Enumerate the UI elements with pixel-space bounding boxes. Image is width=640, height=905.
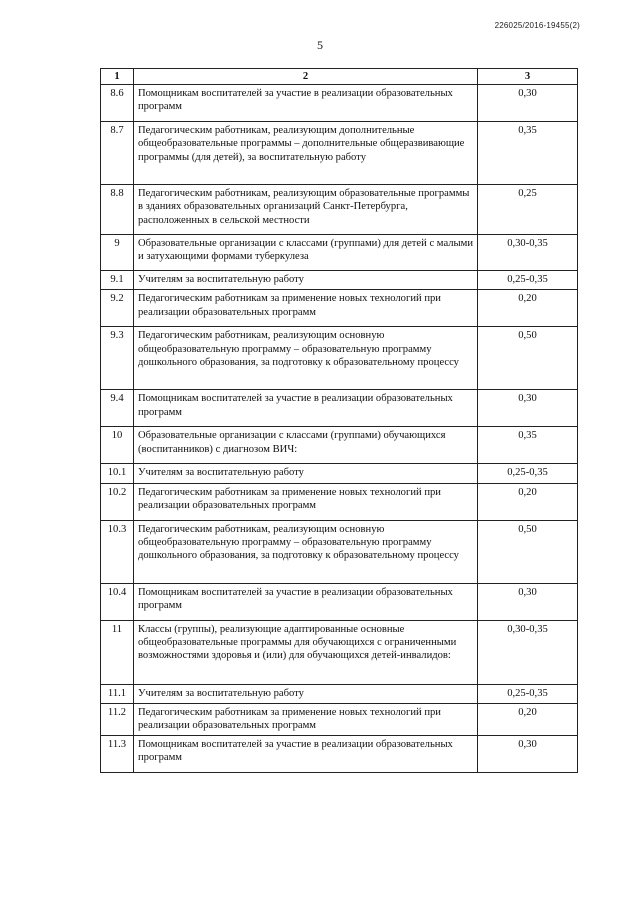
row-number: 9.4	[101, 390, 134, 427]
row-description: Педагогическим работникам, реализующим дополнительные общеобразовательные программы – дополнительные общеразвивающие программы (для детей), за воспитательную работу	[134, 122, 478, 185]
table-header-row	[101, 69, 578, 85]
row-coefficient: 0,50	[478, 520, 578, 583]
table-row	[101, 85, 578, 122]
row-coefficient: 0,25-0,35	[478, 464, 578, 483]
row-number: 8.7	[101, 122, 134, 185]
row-number: 10.4	[101, 583, 134, 620]
column-header-3: 3	[478, 69, 578, 85]
row-description: Учителям за воспитательную работу	[134, 271, 478, 290]
row-coefficient: 0,30	[478, 583, 578, 620]
row-coefficient: 0,30-0,35	[478, 235, 578, 271]
column-header-1: 1	[101, 69, 134, 85]
row-number: 10.2	[101, 483, 134, 520]
row-number: 10.3	[101, 520, 134, 583]
row-number: 9	[101, 235, 134, 271]
row-number: 8.6	[101, 85, 134, 122]
row-coefficient: 0,25	[478, 185, 578, 235]
table-row	[101, 290, 578, 327]
row-number: 11	[101, 620, 134, 684]
table-row	[101, 185, 578, 235]
row-description: Педагогическим работникам, реализующим основную общеобразовательную программу – образовательную программу дошкольного образования, за подготовку к образовательному процессу	[134, 520, 478, 583]
table-row	[101, 271, 578, 290]
row-description: Помощникам воспитателей за участие в реализации образовательных программ	[134, 583, 478, 620]
table-row	[101, 390, 578, 427]
row-coefficient: 0,30	[478, 390, 578, 427]
row-coefficient: 0,30	[478, 736, 578, 773]
row-description: Помощникам воспитателей за участие в реализации образовательных программ	[134, 736, 478, 773]
row-description: Педагогическим работникам за применение новых технологий при реализации образовательных программ	[134, 483, 478, 520]
row-number: 8.8	[101, 185, 134, 235]
row-coefficient: 0,30-0,35	[478, 620, 578, 684]
row-number: 10.1	[101, 464, 134, 483]
table-row	[101, 703, 578, 735]
row-coefficient: 0,20	[478, 703, 578, 735]
row-description: Образовательные организации с классами (группами) для детей с малыми и затухающими формами туберкулеза	[134, 235, 478, 271]
row-description: Помощникам воспитателей за участие в реализации образовательных программ	[134, 85, 478, 122]
row-description: Учителям за воспитательную работу	[134, 464, 478, 483]
table-row	[101, 235, 578, 271]
row-coefficient: 0,30	[478, 85, 578, 122]
row-description: Классы (группы), реализующие адаптированные основные общеобразовательные программы для обучающихся с ограниченными возможностями здоровья и (или) для обучающихся детей-инвалидов:	[134, 620, 478, 684]
table-row	[101, 464, 578, 483]
row-description: Помощникам воспитателей за участие в реализации образовательных программ	[134, 390, 478, 427]
table-row	[101, 427, 578, 464]
row-number: 11.2	[101, 703, 134, 735]
table-row	[101, 684, 578, 703]
row-coefficient: 0,20	[478, 290, 578, 327]
row-description: Образовательные организации с классами (группами) обучающихся (воспитанников) с диагнозом ВИЧ:	[134, 427, 478, 464]
row-coefficient: 0,35	[478, 427, 578, 464]
row-coefficient: 0,25-0,35	[478, 271, 578, 290]
table-row	[101, 122, 578, 185]
row-number: 10	[101, 427, 134, 464]
row-description: Педагогическим работникам за применение новых технологий при реализации образовательных программ	[134, 703, 478, 735]
row-coefficient: 0,20	[478, 483, 578, 520]
row-coefficient: 0,25-0,35	[478, 684, 578, 703]
page-number: 5	[317, 38, 323, 52]
row-number: 9.2	[101, 290, 134, 327]
allowance-table	[100, 68, 578, 773]
table-row	[101, 736, 578, 773]
row-coefficient: 0,35	[478, 122, 578, 185]
row-number: 11.1	[101, 684, 134, 703]
row-description: Учителям за воспитательную работу	[134, 684, 478, 703]
table-row	[101, 327, 578, 390]
document-id: 226025/2016-19455(2)	[494, 21, 580, 30]
row-description: Педагогическим работникам за применение новых технологий при реализации образовательных программ	[134, 290, 478, 327]
row-number: 9.1	[101, 271, 134, 290]
row-description: Педагогическим работникам, реализующим образовательные программы в зданиях образовательных организаций Санкт-Петербурга, расположенных в сельской местности	[134, 185, 478, 235]
row-coefficient: 0,50	[478, 327, 578, 390]
column-header-2: 2	[134, 69, 478, 85]
row-number: 11.3	[101, 736, 134, 773]
row-number: 9.3	[101, 327, 134, 390]
table-row	[101, 520, 578, 583]
row-description: Педагогическим работникам, реализующим основную общеобразовательную программу – образовательную программу дошкольного образования, за подготовку к образовательному процессу	[134, 327, 478, 390]
table-row	[101, 620, 578, 684]
table-row	[101, 583, 578, 620]
table-row	[101, 483, 578, 520]
